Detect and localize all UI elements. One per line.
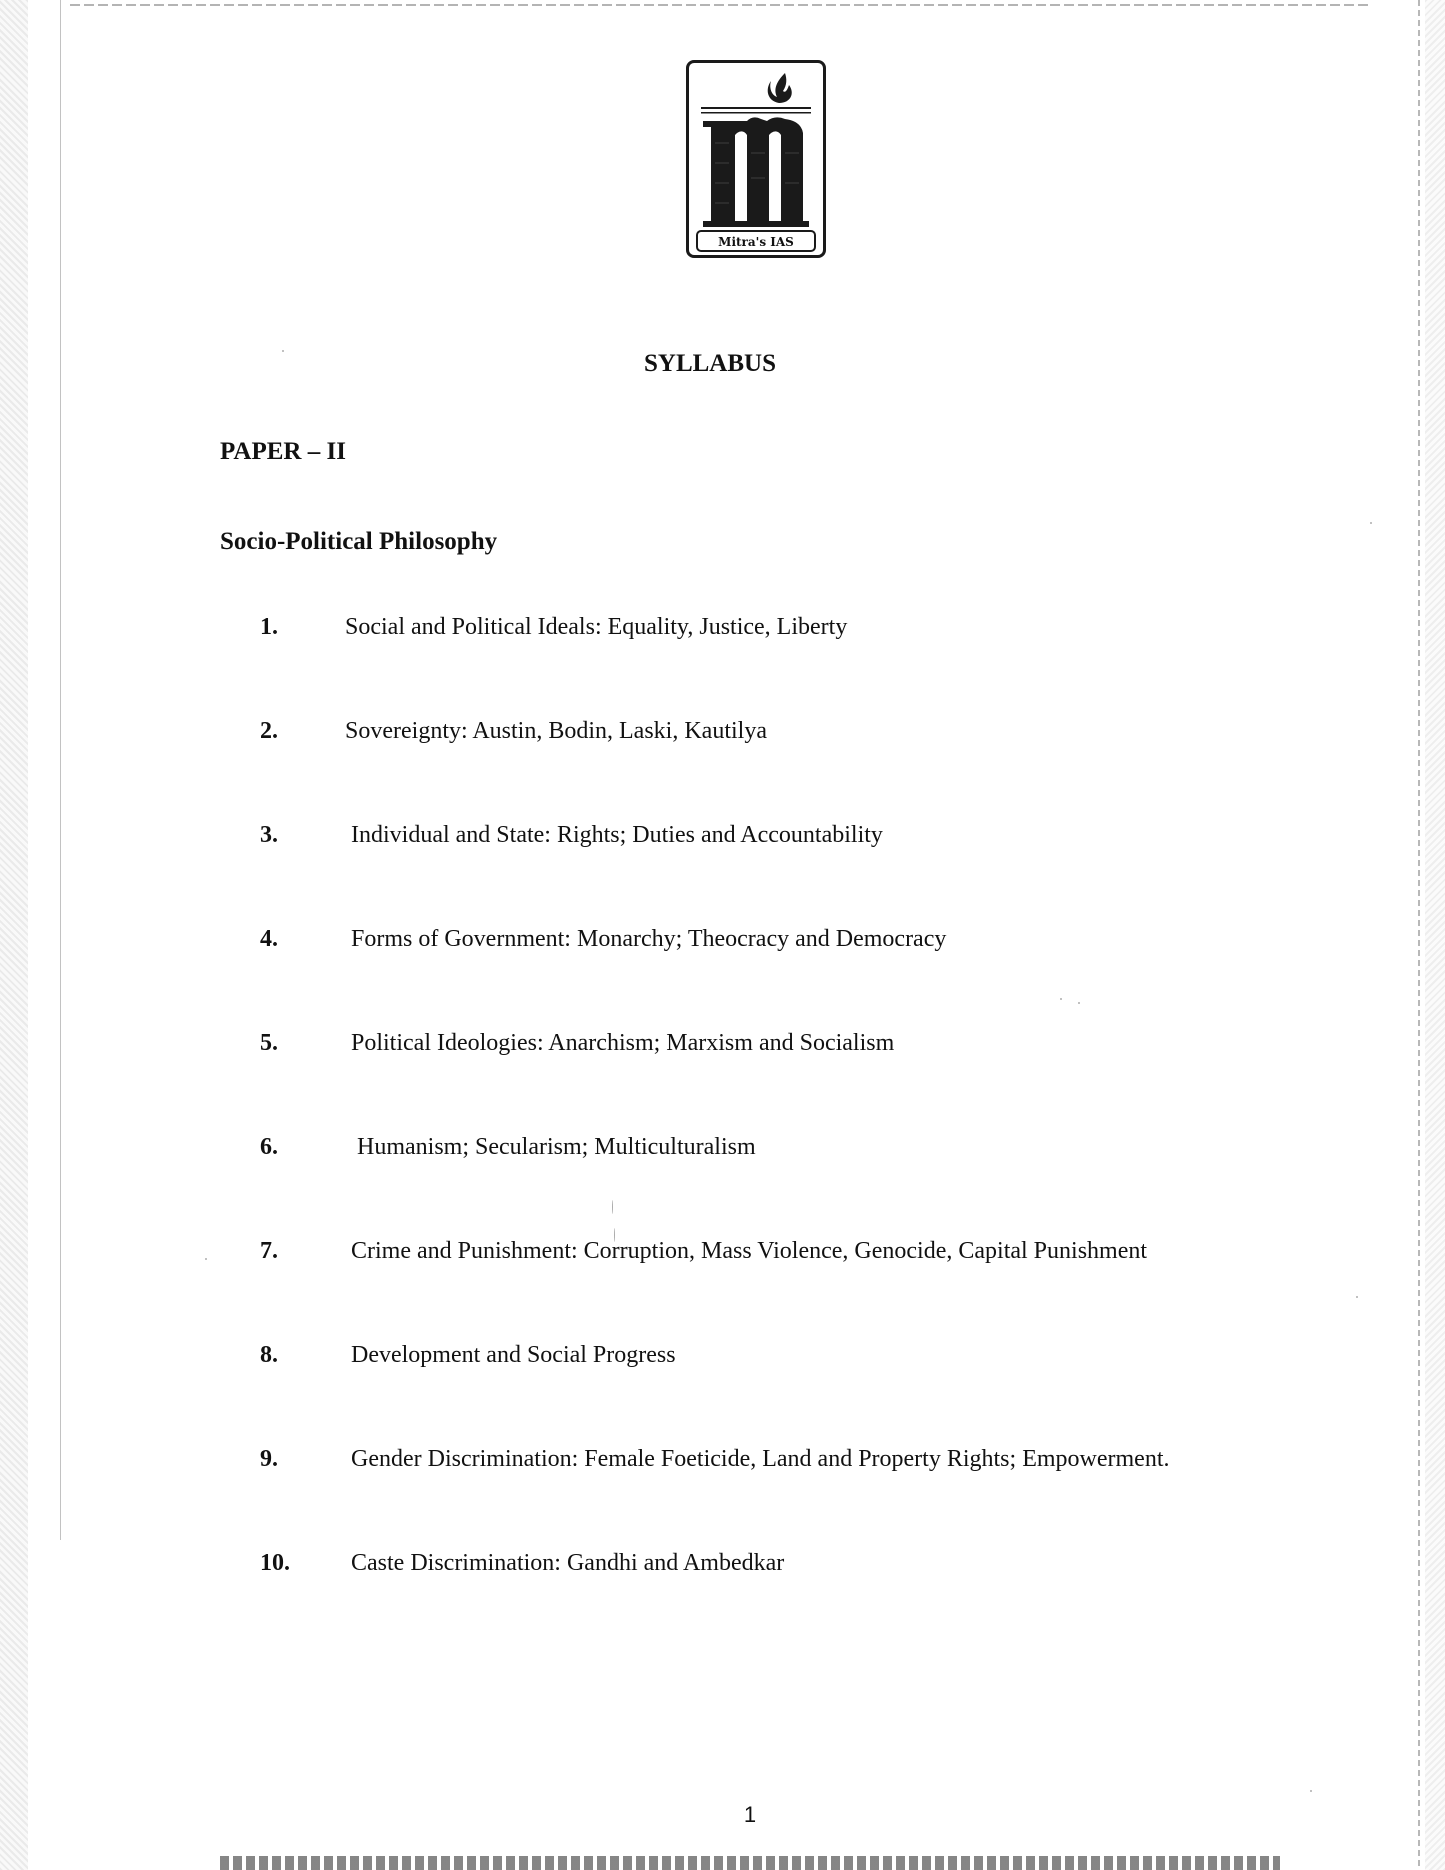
item-text: Social and Political Ideals: Equality, Justice, Liberty bbox=[345, 614, 848, 640]
item-number: 10. bbox=[260, 1550, 290, 1576]
list-item bbox=[0, 1550, 1420, 1586]
logo-caption: Mitra's IAS bbox=[718, 235, 794, 249]
scan-speck bbox=[1356, 1296, 1358, 1298]
item-number: 8. bbox=[260, 1342, 278, 1368]
scan-speck bbox=[1310, 1790, 1312, 1792]
list-item bbox=[0, 1342, 1420, 1378]
item-text: Sovereignty: Austin, Bodin, Laski, Kautilya bbox=[345, 718, 767, 744]
mitras-ias-logo bbox=[686, 60, 826, 258]
scan-margin-line bbox=[60, 0, 61, 1540]
footer-cut-off-text bbox=[220, 1856, 1280, 1870]
section-heading: Socio-Political Philosophy bbox=[220, 528, 498, 555]
scan-speck bbox=[612, 1200, 613, 1214]
item-number: 6. bbox=[260, 1134, 278, 1160]
list-item bbox=[0, 614, 1420, 650]
item-text: Forms of Government: Monarchy; Theocracy and Democracy bbox=[351, 926, 947, 952]
list-item bbox=[0, 822, 1420, 858]
list-item bbox=[0, 1238, 1420, 1274]
syllabus-title: SYLLABUS bbox=[644, 350, 776, 377]
item-text: Gender Discrimination: Female Foeticide, Land and Property Rights; Empowerment. bbox=[351, 1446, 1170, 1472]
list-item bbox=[0, 718, 1420, 754]
scan-top-rule bbox=[70, 4, 1370, 6]
page-number: 1 bbox=[743, 1802, 757, 1827]
scan-edge-right bbox=[1425, 0, 1445, 1870]
item-number: 1. bbox=[260, 614, 278, 640]
item-text: Humanism; Secularism; Multiculturalism bbox=[357, 1134, 756, 1160]
paper-heading: PAPER – II bbox=[220, 438, 346, 465]
item-text: Development and Social Progress bbox=[351, 1342, 676, 1368]
item-number: 7. bbox=[260, 1238, 278, 1264]
item-text: Individual and State: Rights; Duties and Accountability bbox=[351, 822, 883, 848]
scan-speck bbox=[1078, 1002, 1080, 1004]
logo-graphic bbox=[689, 63, 823, 255]
item-text: Caste Discrimination: Gandhi and Ambedkar bbox=[351, 1550, 785, 1576]
item-number: 5. bbox=[260, 1030, 278, 1056]
item-number: 9. bbox=[260, 1446, 278, 1472]
item-text: Political Ideologies: Anarchism; Marxism and Socialism bbox=[351, 1030, 895, 1056]
list-item bbox=[0, 926, 1420, 962]
item-number: 3. bbox=[260, 822, 278, 848]
item-number: 4. bbox=[260, 926, 278, 952]
item-number: 2. bbox=[260, 718, 278, 744]
list-item bbox=[0, 1134, 1420, 1170]
scan-speck bbox=[1370, 522, 1372, 524]
list-item bbox=[0, 1446, 1420, 1482]
list-item bbox=[0, 1030, 1420, 1066]
item-text: Crime and Punishment: Corruption, Mass Violence, Genocide, Capital Punishment bbox=[351, 1238, 1148, 1264]
scan-speck bbox=[1060, 998, 1062, 1000]
